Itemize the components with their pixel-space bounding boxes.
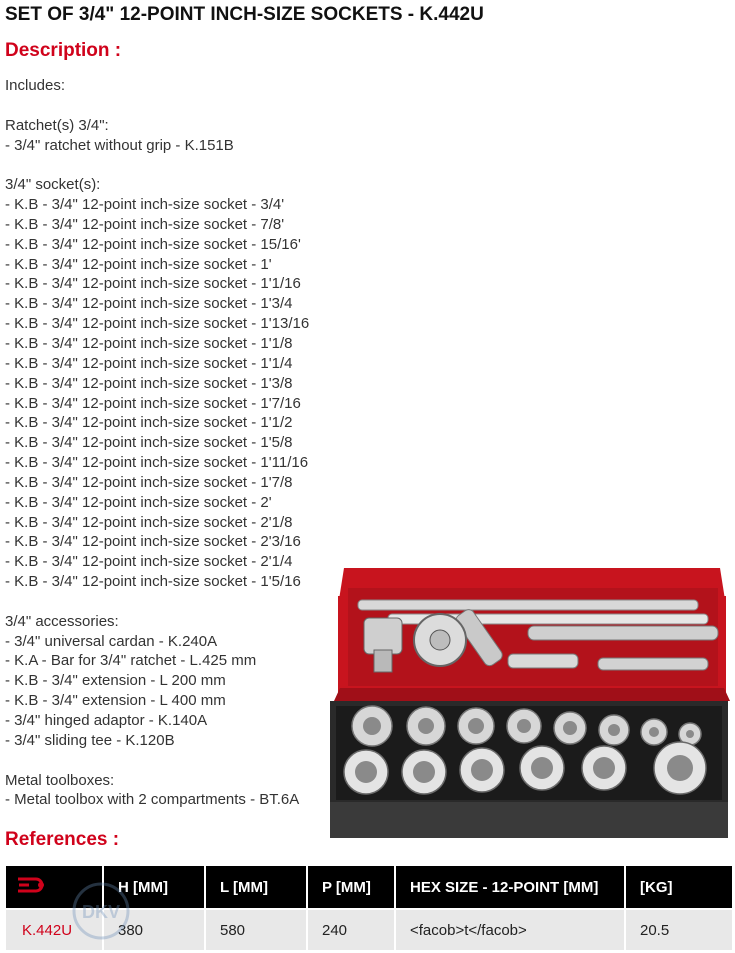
- list-item: - K.B - 3/4" 12-point inch-size socket - 1'1/2: [5, 414, 293, 432]
- list-item: - K.B - 3/4" 12-point inch-size socket - 7/8': [5, 215, 285, 233]
- cell-weight: 20.5: [626, 910, 732, 950]
- list-item: - K.B - 3/4" 12-point inch-size socket - 3/4': [5, 196, 285, 214]
- facom-logo-icon: [6, 866, 102, 910]
- list-item: - K.B - 3/4" extension - L 200 mm: [5, 672, 226, 690]
- cell-hex-size: <facob>t</facob>: [396, 910, 624, 950]
- spacer: [5, 751, 365, 771]
- spacer: [5, 96, 365, 116]
- references-heading: References :: [5, 829, 120, 850]
- list-item: - Metal toolbox with 2 compartments - BT.6A: [5, 791, 300, 809]
- list-item: - K.A - Bar for 3/4" ratchet - L.425 mm: [5, 652, 257, 670]
- group-heading: Metal toolboxes:: [5, 771, 115, 789]
- cell-p: 240: [308, 910, 394, 950]
- spacer: [5, 592, 365, 612]
- list-item: - 3/4" hinged adaptor - K.140A: [5, 712, 208, 729]
- list-item: - 3/4" universal cardan - K.240A: [5, 632, 218, 650]
- list-item: - K.B - 3/4" 12-point inch-size socket - 1'1/8: [5, 334, 293, 352]
- column-header-hex-size: HEX SIZE - 12-POINT [MM]: [396, 866, 624, 910]
- list-item: - K.B - 3/4" 12-point inch-size socket - 2'1/8: [5, 513, 293, 531]
- reference-link[interactable]: K.442U: [6, 910, 102, 950]
- list-item: - 3/4" sliding tee - K.120B: [5, 731, 175, 749]
- list-item: - K.B - 3/4" extension - L 400 mm: [5, 692, 226, 710]
- list-item: - K.B - 3/4" 12-point inch-size socket - 1'11/16: [5, 454, 309, 472]
- list-item: - K.B - 3/4" 12-point inch-size socket - 1'13/16: [5, 315, 310, 333]
- group-heading: 3/4" socket(s):: [5, 176, 101, 194]
- list-item: - K.B - 3/4" 12-point inch-size socket - 1'3/4: [5, 295, 293, 313]
- list-item: - 3/4" ratchet without grip - K.151B: [5, 136, 234, 154]
- list-item: - K.B - 3/4" 12-point inch-size socket - 1'7/8: [5, 473, 293, 491]
- spacer: [5, 155, 365, 175]
- list-item: - K.B - 3/4" 12-point inch-size socket - 2': [5, 493, 272, 511]
- cell-h: 380: [104, 910, 204, 950]
- list-item: - K.B - 3/4" 12-point inch-size socket - 15/16': [5, 235, 301, 253]
- cell-l: 580: [206, 910, 306, 950]
- list-item: - K.B - 3/4" 12-point inch-size socket - 2'1/4: [5, 553, 293, 571]
- list-item: - K.B - 3/4" 12-point inch-size socket - 1': [5, 255, 272, 273]
- description-heading: Description :: [5, 40, 122, 61]
- list-item: - K.B - 3/4" 12-point inch-size socket - 1'5/16: [5, 573, 301, 591]
- list-item: - K.B - 3/4" 12-point inch-size socket - 1'7/16: [5, 394, 301, 412]
- group-heading: 3/4" accessories:: [5, 612, 119, 630]
- product-photo: [328, 566, 732, 838]
- list-item: - K.B - 3/4" 12-point inch-size socket - 1'5/8: [5, 434, 293, 452]
- references-table: [4, 866, 734, 950]
- watermark-text: DKV: [81, 902, 121, 922]
- column-header-weight: [KG]: [626, 866, 732, 910]
- table-header-row: [6, 866, 732, 910]
- column-header-l: L [MM]: [206, 866, 306, 910]
- list-item: - K.B - 3/4" 12-point inch-size socket - 1'1/16: [5, 275, 301, 293]
- group-heading: Ratchet(s) 3/4":: [5, 116, 109, 134]
- list-item: - K.B - 3/4" 12-point inch-size socket - 1'3/8: [5, 374, 293, 392]
- description-list: [5, 76, 365, 810]
- column-header-p: P [MM]: [308, 866, 394, 910]
- page-title: SET OF 3/4" 12-POINT INCH-SIZE SOCKETS - K.442U: [5, 4, 484, 25]
- list-item: - K.B - 3/4" 12-point inch-size socket - 2'3/16: [5, 533, 301, 551]
- table-row: [6, 910, 732, 950]
- description-intro: Includes:: [5, 77, 66, 94]
- list-item: - K.B - 3/4" 12-point inch-size socket - 1'1/4: [5, 354, 293, 372]
- column-header-h: H [MM]: [104, 866, 204, 910]
